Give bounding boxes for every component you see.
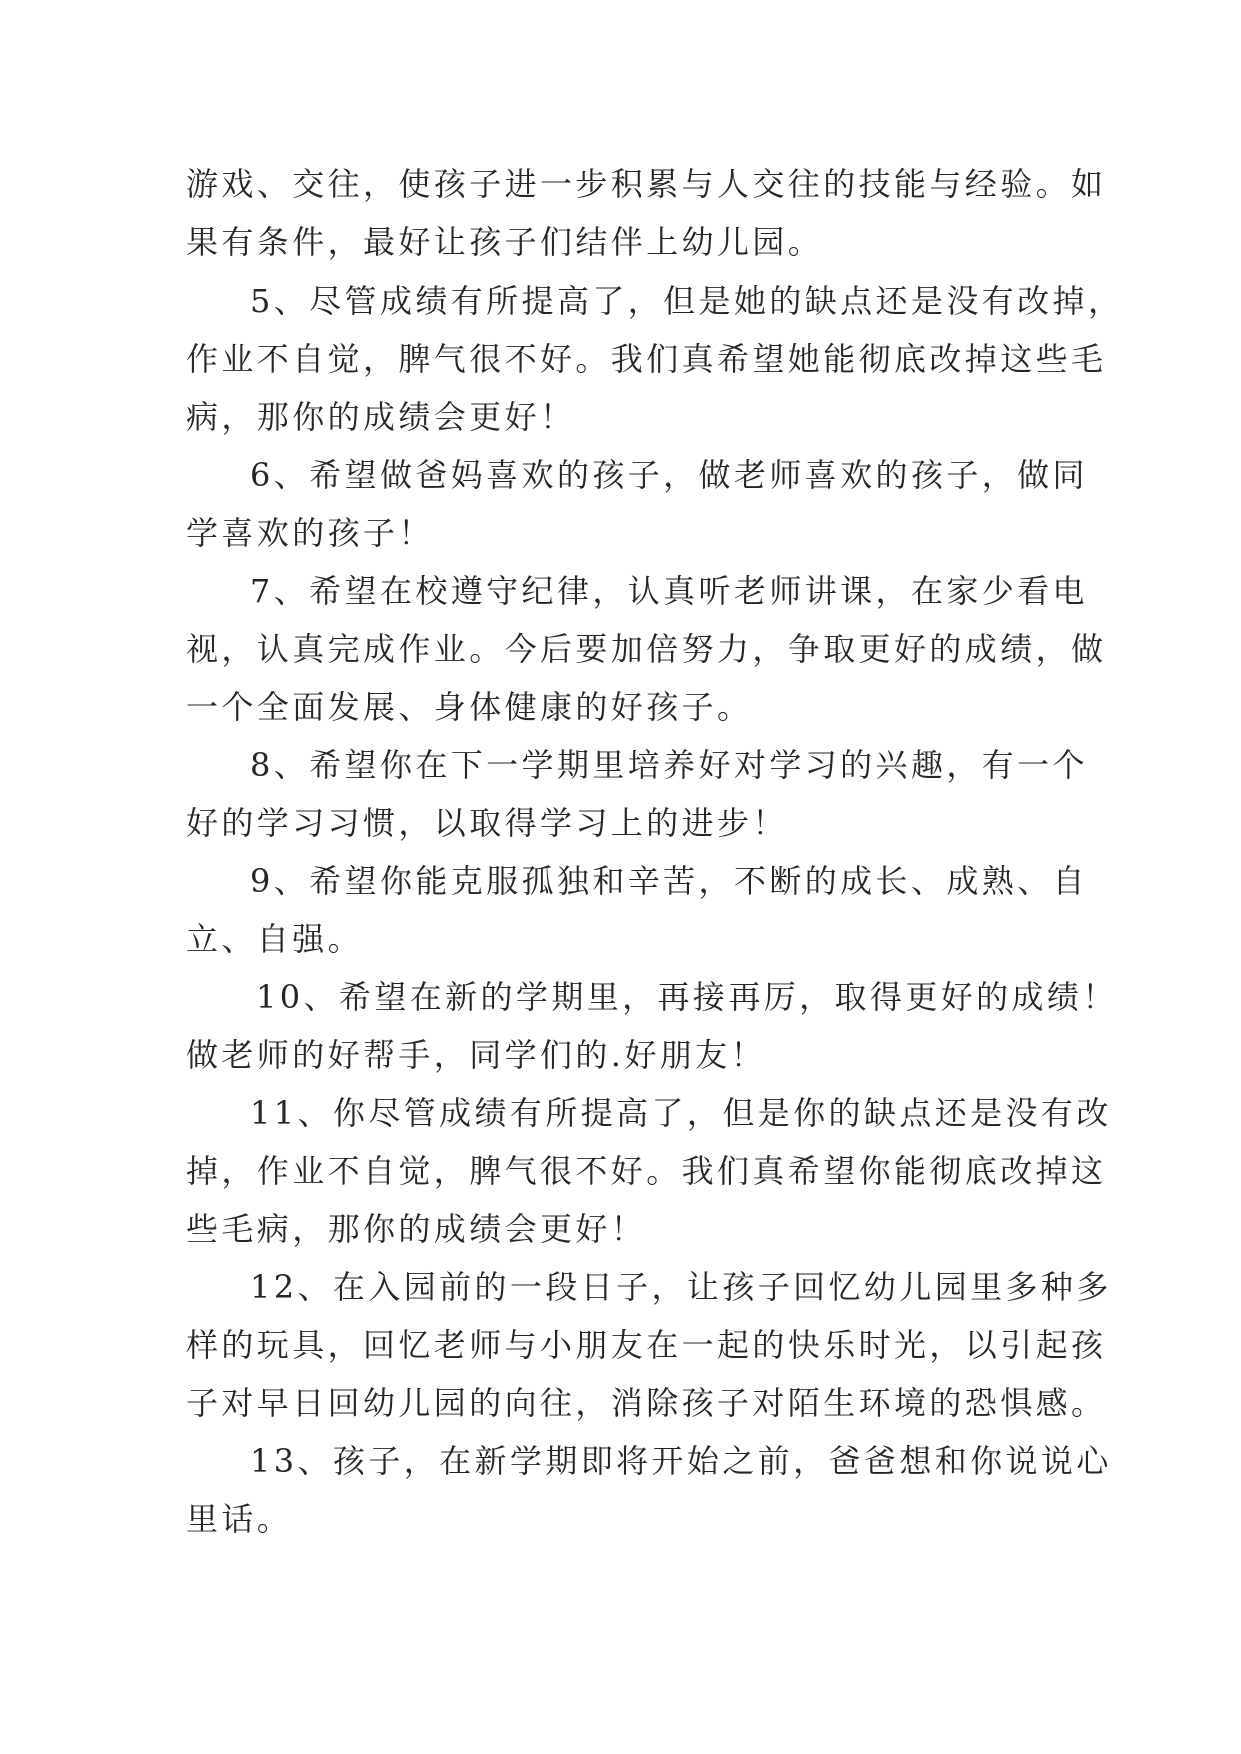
text-line: 作业不自觉，脾气很不好。我们真希望她能彻底改掉这些毛 [186, 340, 1107, 378]
text-line: 好的学习习惯，以取得学习上的进步！ [186, 804, 788, 842]
list-item-10-line: 10、希望在新的学期里，再接再厉，取得更好的成绩！ [256, 978, 1118, 1016]
list-item-7-line: 7、希望在校遵守纪律，认真听老师讲课，在家少看电 [250, 572, 1088, 610]
text-line: 些毛病，那你的成绩会更好！ [186, 1210, 647, 1248]
list-item-9-line: 9、希望你能克服孤独和辛苦，不断的成长、成熟、自 [250, 862, 1088, 900]
text-line: 游戏、交往，使孩子进一步积累与人交往的技能与经验。如 [186, 165, 1107, 203]
list-item-8-line: 8、希望你在下一学期里培养好对学习的兴趣，有一个 [250, 746, 1088, 784]
list-item-6-line: 6、希望做爸妈喜欢的孩子，做老师喜欢的孩子，做同 [250, 456, 1088, 494]
list-item-11-line: 11、你尽管成绩有所提高了，但是你的缺点还是没有改 [250, 1094, 1112, 1132]
list-item-13-line: 13、孩子，在新学期即将开始之前，爸爸想和你说说心 [250, 1442, 1112, 1480]
text-line: 掉，作业不自觉，脾气很不好。我们真希望你能彻底改掉这 [186, 1152, 1107, 1190]
text-line: 立、自强。 [186, 920, 364, 958]
text-line: 果有条件，最好让孩子们结伴上幼儿园。 [186, 223, 824, 261]
text-line: 样的玩具，回忆老师与小朋友在一起的快乐时光，以引起孩 [186, 1326, 1107, 1364]
text-line: 学喜欢的孩子！ [186, 514, 434, 552]
text-line: 一个全面发展、身体健康的好孩子。 [186, 688, 753, 726]
text-line: 做老师的好帮手，同学们的.好朋友！ [186, 1036, 766, 1074]
text-line: 病，那你的成绩会更好！ [186, 398, 576, 436]
text-line: 子对早日回幼儿园的向往，消除孩子对陌生环境的恐惧感。 [186, 1384, 1107, 1422]
text-line: 里话。 [186, 1500, 293, 1538]
list-item-5-line: 5、尽管成绩有所提高了，但是她的缺点还是没有改掉， [250, 282, 1124, 320]
text-line: 视，认真完成作业。今后要加倍努力，争取更好的成绩，做 [186, 630, 1107, 668]
list-item-12-line: 12、在入园前的一段日子，让孩子回忆幼儿园里多种多 [250, 1268, 1112, 1306]
